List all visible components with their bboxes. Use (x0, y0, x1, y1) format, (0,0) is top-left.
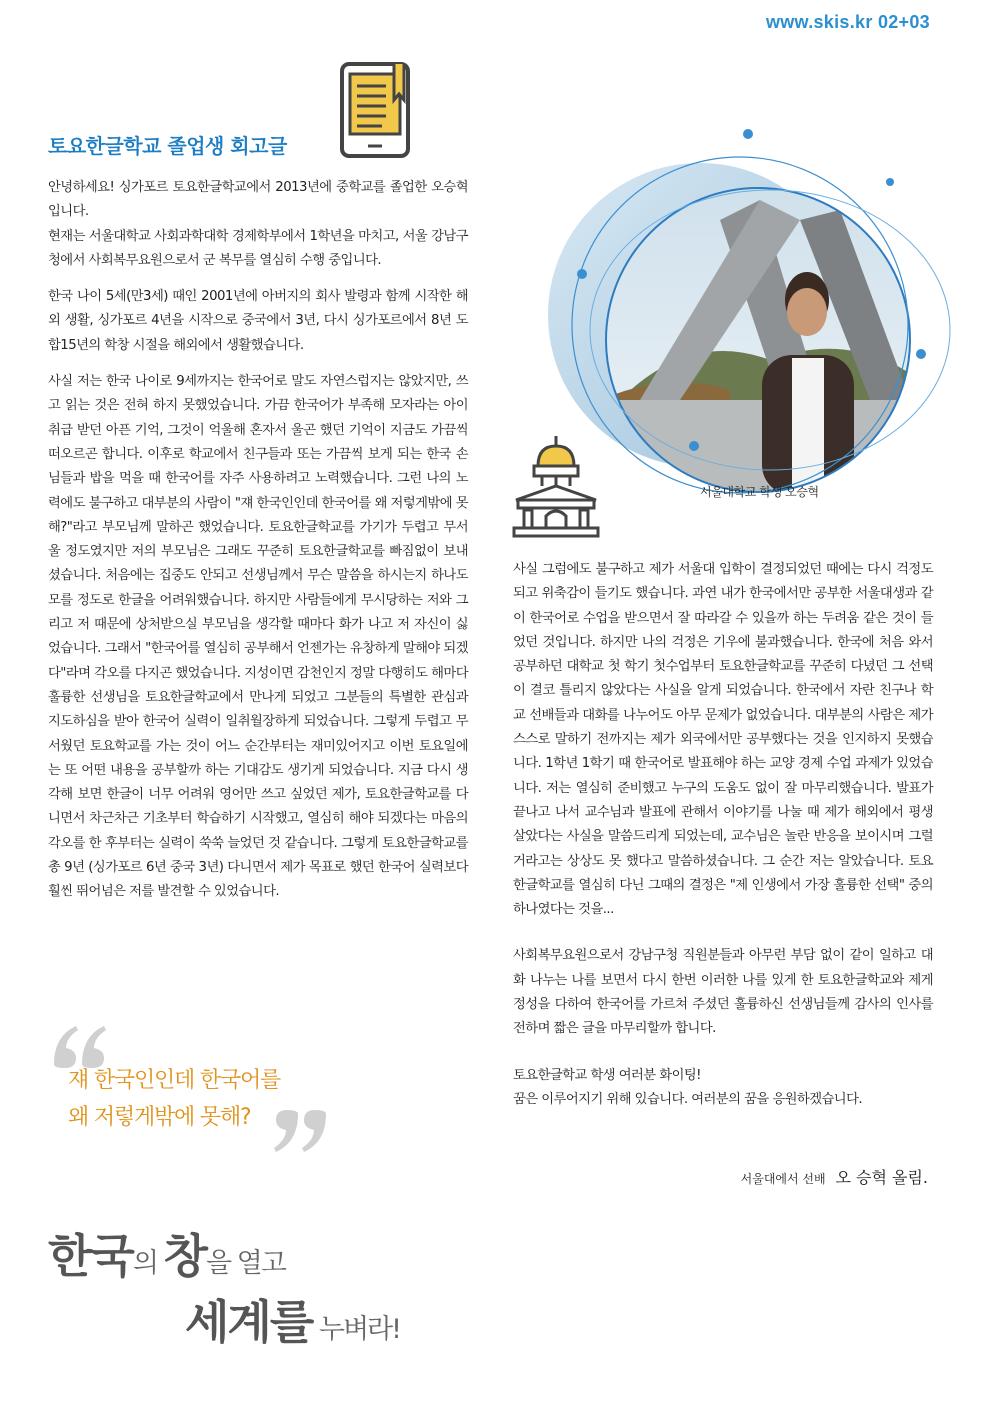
paragraph-intro: 안녕하세요! 싱가포르 토요한글학교에서 2013년에 중학교를 졸업한 오승혁입니다. 현재는 서울대학교 사회과학대학 경제학부에서 1학년을 마치고, 서울 강남구청에서 사회복무요원으로서 군 복무를 열심히 수행 중입니다. (48, 180, 468, 268)
slogan-phrase-open: 을 열고 (205, 1248, 285, 1279)
slogan-word-korea: 한국 (48, 1229, 133, 1283)
slogan-line-2 (185, 1286, 400, 1352)
university-building-icon (510, 432, 602, 538)
left-column (48, 176, 468, 917)
slogan-phrase-roam: 누벼라! (312, 1314, 400, 1345)
pull-quote-line-1: 쟤 한국인인데 한국어를 (68, 1068, 281, 1093)
paragraph-conclusion: 사회복무요원으로서 강남구청 직원분들과 아무런 부담 없이 같이 일하고 대화 나누는 나를 보면서 다시 한번 이러한 나를 있게 한 토요한글학교와 제게 정성을 다하여 한국어를 가르쳐 주셨던 훌륭하신 선생님들께 감사의 인사를 전하며 짧은 글을 마무리할까 합니다. (513, 948, 933, 1037)
paragraph-story: 사실 저는 한국 나이로 9세까지는 한국어로 말도 자연스럽지는 않았지만, 쓰고 읽는 것은 전혀 하지 못했었습니다. 가끔 한국어가 부족해 모자라는 아이 취급 받던 아픈 기억, 그것이 억울해 혼자서 울곤 했던 기억이 지금도 가끔씩 떠오르곤 합니다. 이후로 학교에서 친구들과 또는 가끔씩 보게 되는 한국 손님들과 밥을 먹을 때 한국어를 자주 사용하려고 노력했습니다. 그런 나의 노력에도 불구하고 대부분의 사람이 "쟤 한국인인데 한국어를 왜 저렇게밖에 못해?"라고 부모님께 말하곤 했었습니다. 토요한글학교를 가기가 두렵고 무서울 정도였지만 저의 부모님은 그래도 꾸준히 토요한글학교를 빠짐없이 보내셨습니다. 처음에는 집중도 안되고 선생님께서 무슨 말씀을 하시는지 하나도 모를 정도로 한글을 어려워했습니다. 하지만 사람들에게 무시당하는 저와 그리고 저 때문에 상처받으실 부모님을 생각할 때마다 화가 나고 저 자신이 싫었습니다. 그래서 "한국어를 열심히 공부해서 언젠가는 유창하게 말해야 되겠다"라며 각오를 다지곤 했었습니다. 지성이면 감천인지 정말 다행히도 해마다 훌륭한 선생님을 토요한글학교에서 만나게 되었고 그분들의 특별한 관심과 지도하심을 받아 한국어 실력이 일취월장하게 되었습니다. 그렇게 두렵고 무서웠던 토요학교를 가는 것이 어느 순간부터는 재미있어지고 이번 토요일에는 또 어떤 내용을 공부할까 하는 기대감도 생기게 되었습니다. 지금 다시 생각해 보면 한글이 너무 어려워 영어만 쓰고 싶었던 제가, 토요한글학교를 다니면서 차근차근 기초부터 학습하기 시작했고, 열심히 해야 되겠다는 마음의 각오를 한 후부터는 실력이 쑥쑥 늘었던 것 같습니다. 그렇게 토요한글학교를 총 9년 (싱가포르 6년 중국 3년) 다니면서 제가 목표로 했던 한국어 실력보다 훨씬 뛰어넘은 저를 발견할 수 있었습니다. (48, 374, 468, 900)
decorative-dot (916, 349, 926, 359)
decorative-dot (689, 441, 699, 451)
pull-quote-line-2: 왜 저렇게밖에 못해? (68, 1105, 251, 1130)
decorative-dot (743, 129, 753, 139)
site-url-page-number: www.skis.kr 02+03 (765, 12, 930, 32)
slogan-word-world: 세계를 (185, 1295, 313, 1349)
paragraph-cheer: 토요한글학교 학생 여러분 화이팅! 꿈은 이루어지기 위해 있습니다. 여러분의 꿈을 응원하겠습니다. (513, 1067, 863, 1107)
article-title: 토요한글학교 졸업생 회고글 (48, 134, 287, 158)
decorative-dot (577, 269, 587, 279)
slogan-particle: 의 (132, 1248, 164, 1279)
signature (741, 1165, 928, 1188)
right-column (513, 558, 933, 1124)
paragraph-seoul-university: 사실 그럼에도 불구하고 제가 서울대 입학이 결정되었던 때에는 다시 걱정도 되고 위축감이 들기도 했습니다. 과연 내가 한국에서만 공부한 서울대생과 같이 한국어로 수업을 받으면서 잘 따라갈 수 있을까 하는 두려움 같은 것이 들었던 것입니다. 하지만 나의 걱정은 기우에 불과했습니다. 한국에 처음 와서 공부하던 대학교 첫 학기 첫수업부터 토요한글학교를 꾸준히 다녔던 그 선택이 결코 틀리지 않았다는 사실을 알게 되었습니다. 한국에서 자란 친구나 학교 선배들과 대화를 나누어도 아무 문제가 없었습니다. 대부분의 사람은 제가 스스로 말하기 전까지는 제가 외국에서만 공부했다는 것을 인지하지 못했습니다. 1학년 1학기 때 한국어로 발표해야 하는 교양 경제 수업 과제가 있었습니다. 저는 열심히 준비했고 누구의 도움도 없이 잘 마무리했습니다. 발표가 끝나고 나서 교수님과 발표에 관해서 이야기를 나눌 때 제가 해외에서 평생 살았다는 사실을 말씀드리게 되었는데, 교수님은 놀란 반응을 보이시며 그럴 거라고는 상상도 못 했다고 말씀하셨습니다. 그 순간 저는 알았습니다. 토요한글학교를 열심히 다닌 그때의 결정은 "제 인생에서 가장 훌륭한 선택" 중의 하나였다는 것을... (513, 562, 933, 918)
document-icon (338, 60, 412, 160)
slogan-word-window: 창 (163, 1229, 206, 1283)
slogan-line-1 (48, 1220, 285, 1286)
signature-prefix: 서울대에서 선배 (740, 1172, 826, 1186)
close-quote-icon (272, 1106, 332, 1156)
signature-name: 오 승혁 올림. (835, 1168, 928, 1187)
photo-caption: 서울대학교 학생 오승혁 (700, 485, 819, 499)
paragraph-background: 한국 나이 5세(만3세) 때인 2001년에 아버지의 회사 발령과 함께 시작한 해외 생활, 싱가포르 4년을 시작으로 중국에서 3년, 다시 싱가포르에서 8년 도합15년의 학창 시절을 해외에서 생활했습니다. (48, 289, 468, 353)
decorative-dot (886, 178, 894, 186)
